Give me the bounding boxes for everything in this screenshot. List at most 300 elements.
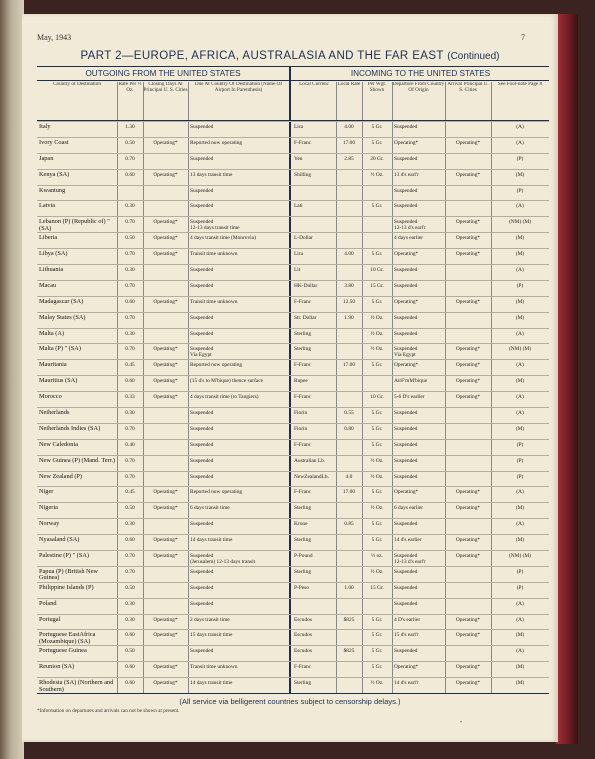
cell-due: 14 days transit time — [190, 680, 233, 687]
cell-due: 13 days transit time — [190, 171, 233, 178]
column-header-due: Due At Country Of Destination (Name Of Airport In Parenthesis) — [194, 82, 283, 93]
cell-country: Italy — [39, 123, 51, 130]
cell-footnote: (M) — [515, 251, 525, 258]
table-row — [37, 407, 549, 424]
cell-due: Suspended — [190, 521, 214, 528]
cell-country: Malta (A) — [39, 329, 65, 337]
cell-country: Malay States (SA) — [39, 313, 86, 321]
cell-departure: Operating* — [394, 489, 419, 496]
table-row — [37, 550, 549, 567]
cell-due: Transit time unknown — [190, 298, 238, 305]
cell-country: Norway — [39, 520, 60, 528]
cell-currency: F-Franc — [294, 664, 312, 671]
cell-closing: Operating* — [153, 505, 178, 512]
cell-local_rate: 4.0 — [345, 473, 353, 480]
cell-arrival: Operating* — [455, 346, 481, 353]
table-row — [37, 471, 549, 488]
cell-departure: Suspended — [394, 314, 418, 321]
table-row — [37, 582, 549, 599]
cell-closing: Operating* — [153, 346, 178, 353]
cell-currency: F-Franc — [294, 139, 312, 146]
table-row — [37, 645, 549, 662]
cell-footnote: (A) — [516, 394, 524, 401]
cell-currency — [292, 599, 336, 615]
cell-departure: Suspended — [394, 155, 418, 162]
cell-local_rate: 0.85 — [344, 521, 354, 528]
cell-local_rate: 3.80 — [344, 282, 354, 289]
cell-currency: L-Dollar — [294, 235, 313, 242]
cell-country: Ivory Coast — [39, 138, 69, 146]
table-row — [37, 312, 549, 329]
cell-departure: Suspended — [394, 457, 418, 464]
cell-arrival: Operating* — [455, 680, 481, 687]
cell-per_wgt: ½ Oz. — [370, 457, 384, 464]
cell-footnote: (A) — [516, 362, 524, 369]
cell-country: Netherlands Indies (SA) — [39, 424, 101, 432]
cell-due: Suspended — [190, 600, 214, 607]
cell-rate: 0.70 — [125, 251, 135, 258]
cell-arrival: Operating* — [455, 489, 481, 496]
table-row — [37, 486, 549, 503]
cell-departure: Operating* — [394, 251, 419, 258]
cell-due: 6 days transit time — [190, 505, 230, 512]
cell-due: (15 d's to M'bique) thence surface — [190, 378, 264, 385]
cell-arrival: Operating* — [455, 219, 481, 226]
cell-footnote: (A) — [516, 648, 524, 655]
column-header-closing: Closing Days At Principal U. S. Cities — [143, 82, 188, 93]
cell-rate: 0.30 — [125, 203, 135, 210]
cell-arrival: Operating* — [455, 171, 481, 178]
cell-departure: Suspended Via Egypt — [394, 346, 418, 359]
cell-local_rate: 0.55 — [344, 410, 354, 416]
cell-rate: 0.60 — [125, 537, 135, 544]
cell-rate: 0.30 — [125, 267, 135, 273]
cell-currency: P-Pound — [294, 553, 313, 559]
cell-departure: Suspended — [394, 203, 418, 210]
outgoing-heading: OUTGOING FROM THE UNITED STATES — [85, 69, 241, 78]
cell-currency: Sterling — [294, 568, 312, 575]
cell-departure: Suspended — [394, 568, 418, 575]
column-header-country: Country of Destination — [53, 82, 101, 87]
cell-arrival: Operating* — [455, 632, 481, 639]
table-row — [37, 518, 549, 535]
cell-footnote: (A) — [516, 203, 524, 210]
cell-country: Mauritania — [39, 361, 67, 369]
cell-per_wgt: 5 Gr. — [371, 616, 383, 623]
cell-per_wgt: 5 Gr. — [371, 139, 383, 146]
cell-currency: Lit — [294, 267, 301, 273]
binding-spine — [0, 0, 24, 759]
incoming-heading: INCOMING TO THE UNITED STATES — [350, 69, 491, 78]
cell-arrival: Operating* — [455, 378, 481, 385]
cell-local_rate: 0.80 — [344, 425, 354, 432]
cell-per_wgt: ½ Oz. — [370, 171, 384, 178]
cell-per_wgt: ½ Oz. — [370, 473, 384, 480]
cell-currency: F-Franc — [294, 298, 312, 305]
cell-footnote: (NM) (M) — [508, 346, 531, 353]
cell-currency: HK-Dollar — [294, 282, 318, 289]
cell-rate: 0.33 — [125, 394, 135, 401]
cell-per_wgt: ½ oz. — [371, 553, 383, 559]
cell-footnote: (A) — [516, 330, 524, 337]
cell-per_wgt: ½ Oz. — [370, 330, 384, 337]
cell-rate: 0.60 — [125, 378, 135, 385]
cell-local_rate: 1.90 — [344, 314, 354, 321]
cell-closing: Operating* — [153, 235, 178, 242]
cell-arrival: Operating* — [455, 505, 481, 512]
cell-per_wgt: 5 Gr. — [371, 251, 383, 258]
cell-arrival: Operating* — [455, 394, 481, 401]
cell-country: New Caledonia — [39, 440, 78, 448]
cell-per_wgt: ½ Oz. — [370, 505, 384, 512]
cell-due: Suspended — [190, 648, 214, 655]
cell-country: Mauritius (SA) — [39, 377, 78, 385]
cell-rate: 0.70 — [125, 346, 135, 353]
page-title — [22, 50, 558, 62]
cell-country: Palestine (P) " (SA) — [39, 552, 89, 559]
cell-departure: Suspended — [394, 267, 418, 273]
cell-per_wgt: ½ Oz. — [370, 314, 384, 321]
cell-per_wgt: 5 Gr. — [371, 648, 383, 655]
cell-departure: Suspended — [394, 584, 418, 591]
column-header-currency: Local Currenc — [299, 82, 329, 87]
cell-closing: Operating* — [153, 362, 178, 369]
cell-local_rate: 17.00 — [342, 362, 356, 369]
cell-footnote: (M) — [515, 235, 525, 242]
cell-rate: 0.60 — [125, 680, 135, 687]
cell-departure: Suspended — [394, 441, 418, 448]
cell-rate: 0.45 — [125, 489, 135, 496]
cell-country: Kenya (SA) — [39, 170, 70, 178]
cell-closing: Operating* — [153, 219, 178, 226]
table-row — [37, 248, 549, 265]
cell-departure: Suspended — [394, 648, 418, 655]
cell-local_rate: 1.00 — [344, 584, 354, 591]
table-row — [37, 264, 549, 281]
cell-currency: Sterling — [294, 330, 312, 337]
cell-per_wgt: 5 Gr. — [371, 425, 383, 432]
cell-currency: Shilling — [294, 171, 312, 178]
cell-country: Liberia — [39, 234, 58, 242]
cell-arrival: Operating* — [455, 298, 481, 305]
table-row — [37, 423, 549, 440]
cell-footnote: (P) — [516, 473, 524, 480]
table-row — [37, 677, 549, 694]
table-row — [37, 328, 549, 345]
cell-arrival: Operating* — [455, 139, 481, 146]
cell-currency: F-Franc — [294, 441, 312, 448]
cell-rate: 0.70 — [125, 553, 135, 559]
cell-closing: Operating* — [153, 489, 178, 496]
cell-currency — [292, 186, 336, 202]
cell-footnote: (P) — [516, 457, 524, 464]
cell-departure: Suspended — [394, 124, 418, 130]
cell-per_wgt: 20 Gr. — [370, 155, 384, 162]
column-header-arrival: Arrival Principal U. S. Cities — [447, 82, 489, 93]
cell-currency: Str. Dollar — [294, 314, 317, 321]
cell-currency: Yen — [294, 155, 303, 162]
cell-country: Madagascar (SA) — [39, 297, 84, 305]
cell-footnote: (P) — [516, 187, 524, 194]
cell-rate: 0.70 — [125, 425, 135, 432]
cell-due: Suspended — [190, 441, 214, 448]
cell-rate: 0.50 — [125, 139, 135, 146]
cell-due: Suspended — [190, 203, 214, 210]
cell-per_wgt: 5 Gr. — [371, 124, 383, 130]
cell-due: Suspended — [190, 425, 214, 432]
cell-rate: 0.30 — [125, 521, 135, 528]
cell-departure: 5-6 D's earlier — [394, 394, 425, 401]
cell-per_wgt: ½ Oz. — [370, 346, 384, 353]
cell-footnote: (NM) (M) — [508, 553, 531, 559]
table-row — [37, 343, 549, 360]
cell-due: Transit time unknown — [190, 664, 238, 671]
cell-rate: 1.30 — [125, 124, 135, 130]
cell-footnote: (M) — [515, 537, 525, 544]
cell-closing: Operating* — [153, 394, 178, 401]
cell-country: Portugal — [39, 615, 61, 623]
cell-country: Netherlands — [39, 409, 70, 416]
cell-departure: Operating* — [394, 362, 419, 369]
cell-departure: Operating* — [394, 298, 419, 305]
table-row — [37, 629, 549, 646]
cell-due: Suspended — [190, 473, 214, 480]
column-header-local_rate: Local Rate — [337, 82, 361, 87]
cell-per_wgt: ½ Oz. — [370, 680, 384, 687]
cell-footnote: (M) — [515, 314, 525, 321]
cell-rate: 0.50 — [125, 584, 135, 591]
cell-per_wgt: 5 Gr. — [371, 632, 383, 639]
cell-rate: 0.50 — [125, 505, 135, 512]
cell-departure: Suspended — [394, 473, 418, 480]
cell-currency: Australian Lb. — [294, 457, 326, 464]
cell-due: Suspended 12-13 days transit time — [190, 219, 240, 232]
cell-footnote: (P) — [516, 282, 524, 289]
table-row — [37, 614, 549, 631]
table-row — [37, 200, 549, 217]
cell-rate: 0.60 — [125, 664, 135, 671]
cell-due: Suspended — [190, 330, 214, 337]
cell-currency: Lira — [294, 124, 303, 130]
cell-per_wgt: 15 Gr. — [370, 584, 384, 591]
cell-departure: Suspended — [394, 521, 418, 528]
cell-rate: 0.70 — [125, 457, 135, 464]
cell-footnote: (A) — [516, 521, 524, 528]
cell-due: Suspended — [190, 410, 214, 416]
cell-country: Morocco — [39, 393, 62, 401]
cell-footnote: (M) — [515, 425, 525, 432]
cell-arrival: Operating* — [455, 537, 481, 544]
cell-country: Poland — [39, 599, 57, 607]
cell-footnote: (A) — [516, 139, 524, 146]
table-row — [37, 121, 549, 138]
cell-footnote: (A) — [516, 124, 524, 130]
cell-currency: Escudos — [294, 648, 312, 655]
cell-country: Nigeria — [39, 504, 58, 512]
cell-due: Suspended — [190, 155, 214, 162]
cell-due: 4 days transit time (Monrovia) — [190, 235, 256, 242]
table-row — [37, 391, 549, 408]
page-date: May, 1943 — [37, 33, 72, 42]
cell-per_wgt: 5 Gr. — [371, 537, 383, 544]
cell-footnote: (NM) (M) — [508, 219, 531, 226]
title-suffix: (Continued) — [447, 51, 500, 62]
cell-rate: 0.40 — [125, 441, 135, 448]
cell-footnote: (A) — [516, 267, 524, 273]
cell-arrival: Operating* — [455, 553, 481, 559]
table-row — [37, 153, 549, 170]
cell-departure: 13 d's earl'r — [394, 171, 419, 178]
cell-footnote: (A) — [516, 600, 524, 607]
table-row — [37, 375, 549, 392]
cell-currency: Florin — [294, 425, 308, 432]
cell-due: Suspended Via Egypt — [190, 346, 214, 359]
cell-footnote: (P) — [516, 155, 524, 162]
censorship-note: (All service via belligerent countries subject to censorship delays.) — [179, 697, 401, 706]
cell-rate: 0.50 — [125, 648, 135, 655]
cell-departure: 14 d's earl'r — [394, 680, 419, 687]
cell-rate: 0.70 — [125, 219, 135, 226]
cell-rate: 0.70 — [125, 314, 135, 321]
cell-due: Reported now operating — [190, 139, 243, 146]
cell-footnote: (M) — [515, 171, 525, 178]
cell-due: Reported now operating — [190, 362, 243, 369]
cell-currency: F-Franc — [294, 394, 312, 401]
cell-rate: 0.30 — [125, 600, 135, 607]
cell-footnote: (A) — [516, 489, 524, 496]
cell-currency: Rupee — [294, 378, 308, 385]
cell-due: Suspended — [190, 457, 214, 464]
cell-per_wgt: 5 Gr. — [371, 410, 383, 416]
cell-currency: Lati — [294, 203, 303, 210]
cell-per_wgt: 5 Gr. — [371, 362, 383, 369]
cell-arrival: Operating* — [455, 235, 481, 242]
book-cover-edge — [556, 14, 578, 744]
cell-closing: Operating* — [153, 616, 178, 623]
cell-currency — [292, 217, 336, 233]
cell-footnote: (M) — [515, 680, 525, 687]
cell-due: Suspended (Jerusalem) 12-13 days transit — [190, 553, 256, 565]
cell-arrival: Operating* — [455, 362, 481, 369]
cell-rate: 0.60 — [125, 298, 135, 305]
cell-country: Papua (P) (British New Guinea) — [39, 567, 98, 582]
cell-due: 14 days transit time — [190, 537, 233, 544]
cell-due: 15 days transit time — [190, 632, 233, 639]
cell-country: Malta (P) " (SA) — [39, 345, 81, 353]
cell-due: 2 days transit time — [190, 616, 230, 623]
cell-due: Transit time unknown — [190, 251, 238, 258]
cell-footnote: (A) — [516, 616, 524, 623]
cell-country: Libya (SA) — [39, 250, 68, 258]
cell-country: Latvia — [39, 202, 56, 210]
cell-departure: Suspended — [394, 187, 418, 194]
cell-country: New Zealand (P) — [39, 472, 83, 480]
cell-country: Kwantung — [39, 186, 66, 194]
cell-departure: Operating* — [394, 139, 419, 146]
column-header-rate: Rate Per ½ Oz. — [118, 82, 142, 93]
cell-due: Suspended — [190, 584, 214, 591]
cell-local_rate: 2.85 — [344, 155, 354, 162]
cell-closing: Operating* — [153, 632, 178, 639]
cell-departure: 4 D's earlier — [394, 616, 421, 623]
table-row — [37, 566, 549, 583]
column-header-per_wgt: Per Wgt. Shown — [367, 82, 387, 93]
cell-country: Lebanon (P) (Republic of) " (SA) — [39, 218, 110, 232]
cell-rate: 0.45 — [125, 362, 135, 369]
cell-departure: Operating* — [394, 664, 419, 671]
footnote-text: *Information on departures and arrivals can not be shown at present. — [37, 708, 180, 714]
cell-departure: Suspended — [394, 282, 418, 289]
table-row — [37, 169, 549, 186]
title-main: PART 2—EUROPE, AFRICA, AUSTRALASIA AND THE FAR EAST — [80, 50, 444, 62]
cell-closing: Operating* — [153, 171, 178, 178]
cell-arrival: Operating* — [455, 616, 481, 623]
table-row — [37, 439, 549, 456]
cell-rate: 0.50 — [125, 235, 135, 242]
cell-per_wgt: 5 Gr. — [371, 521, 383, 528]
cell-local_rate — [336, 678, 362, 696]
cell-rate: 0.70 — [125, 473, 135, 480]
cell-currency: Florin — [294, 410, 308, 416]
column-header-departure: Departure From Country Of Origin — [392, 82, 445, 93]
cell-rate: 0.30 — [125, 410, 135, 416]
cell-country: New Guinea (P) (Mand. Terr.) — [39, 456, 116, 464]
cell-rate: 0.60 — [125, 171, 135, 178]
cell-footnote: (P) — [516, 584, 524, 591]
cell-country: Japan — [39, 154, 54, 162]
cell-local_rate: 4.00 — [344, 124, 354, 130]
cell-closing: Operating* — [153, 680, 178, 687]
cell-country: Nyasaland (SA) — [39, 536, 80, 544]
cell-currency: Lira — [294, 251, 303, 258]
cell-closing: Operating* — [153, 553, 178, 559]
table-row — [37, 534, 549, 551]
cell-due: 4 days transit time (to Tangiers) — [190, 394, 259, 401]
cell-currency: Sterling — [294, 680, 312, 687]
table-row — [37, 296, 549, 313]
table-row — [37, 216, 549, 233]
table-row — [37, 137, 549, 154]
cell-country: Rhodesia (SA) (Northern and Southern) — [39, 679, 114, 693]
document-page — [22, 14, 558, 742]
cell-country: Macau — [39, 281, 57, 289]
cell-closing: Operating* — [153, 378, 178, 385]
cell-per_wgt: 5 Gr. — [371, 489, 383, 496]
cell-departure: Suspended — [394, 330, 418, 337]
cell-departure: Suspended — [394, 410, 418, 416]
cell-currency: Sterling — [294, 537, 312, 544]
table-row — [37, 455, 549, 472]
cell-local_rate: $825 — [343, 648, 355, 655]
cell-rate: 0.30 — [125, 616, 135, 623]
cell-country: Portuguese EastAfrica (Mozambique) (SA) — [39, 631, 96, 646]
cell-country: Niger — [39, 488, 54, 496]
cell-country: Reunion (SA) — [39, 663, 75, 671]
cell-currency: P-Peso — [294, 584, 309, 591]
title-rule — [37, 66, 549, 67]
cell-footnote: (M) — [515, 378, 525, 385]
cell-footnote: (M) — [515, 664, 525, 671]
table-row — [37, 280, 549, 297]
cell-currency: Krone — [294, 521, 308, 528]
cell-due: Suspended — [190, 187, 214, 194]
cell-rate: 0.30 — [125, 330, 135, 337]
cell-departure: AirF'mM'bique — [394, 378, 428, 385]
cell-closing: Operating* — [153, 139, 178, 146]
cell-country: Portuguese Guinea — [39, 647, 87, 655]
cell-departure: 6 days earlier — [394, 505, 424, 512]
cell-local_rate: $825 — [343, 616, 355, 623]
